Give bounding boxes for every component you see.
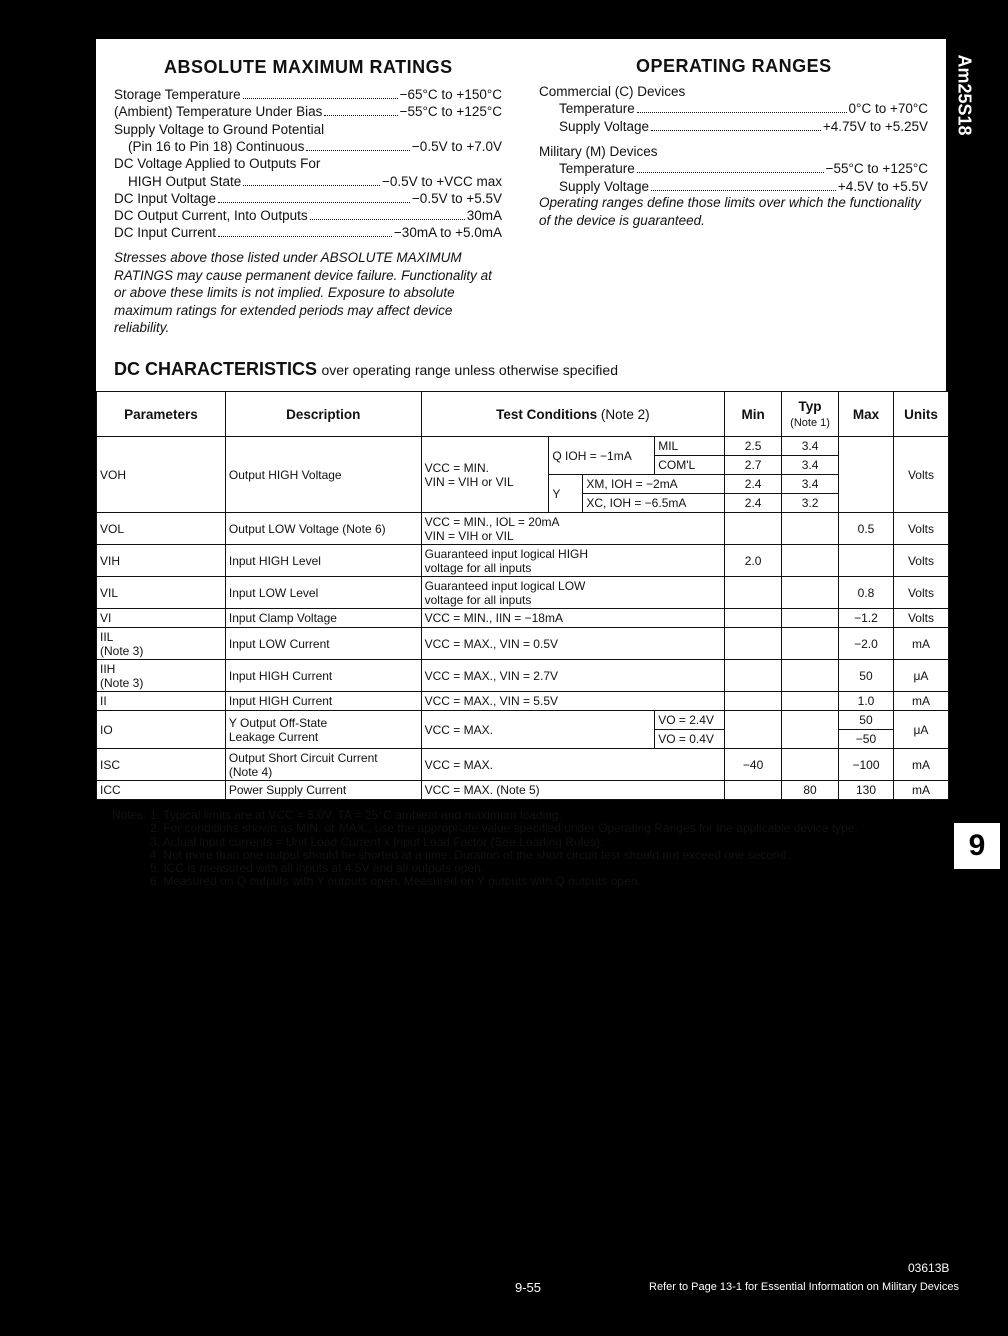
section-tab: 9 bbox=[954, 823, 1000, 869]
rating-line: (Ambient) Temperature Under Bias −55°C to +125°C bbox=[114, 104, 502, 120]
desc-cell: Input HIGH Level bbox=[225, 545, 421, 577]
range-line: Supply Voltage +4.5V to +5.5V bbox=[559, 178, 928, 194]
col-parameters: Parameters bbox=[97, 392, 226, 437]
footer-reference: Refer to Page 13-1 for Essential Information on Military Devices bbox=[649, 1281, 959, 1293]
typ-cell: 80 bbox=[782, 781, 839, 800]
col-description: Description bbox=[225, 392, 421, 437]
param-cell: IIL (Note 3) bbox=[97, 628, 226, 660]
col-test-conditions: Test Conditions (Note 2) bbox=[421, 392, 725, 437]
units-cell: Volts bbox=[893, 545, 948, 577]
table-row bbox=[97, 628, 949, 660]
cond-sub-cell: VO = 2.4V bbox=[655, 711, 725, 730]
range-line: Temperature 0°C to +70°C bbox=[559, 101, 928, 116]
col-min: Min bbox=[725, 392, 782, 437]
rating-line: DC Input Current −30mA to +5.0mA bbox=[114, 225, 502, 241]
units-cell: mA bbox=[893, 692, 948, 711]
table-row bbox=[97, 781, 949, 800]
note-item: 4. Not more than one output should be shorted at a time. Duration of the short circuit test should not exceed one second. bbox=[150, 847, 790, 862]
max-cell: −50 bbox=[839, 730, 894, 749]
desc-cell: Input HIGH Current bbox=[225, 692, 421, 711]
col-typ: Typ (Note 1) bbox=[782, 392, 839, 437]
desc-cell: Power Supply Current bbox=[225, 781, 421, 800]
rating-line: DC Input Voltage −0.5V to +5.5V bbox=[114, 190, 502, 206]
cond-cell: Guaranteed input logical HIGH voltage for all inputs bbox=[421, 545, 725, 577]
min-cell: 2.5 bbox=[725, 437, 782, 456]
table-row bbox=[97, 749, 949, 781]
min-cell: −40 bbox=[725, 749, 782, 781]
typ-cell bbox=[782, 577, 839, 609]
dc-characteristics-table bbox=[96, 391, 949, 800]
range-line: Supply Voltage +4.75V to +5.25V bbox=[559, 118, 928, 134]
rating-line: DC Voltage Applied to Outputs For bbox=[114, 156, 321, 172]
table-header-row bbox=[97, 392, 949, 437]
note-item: 2. For conditions shown as MIN. or MAX., use the appropriate value specified under Operating Ranges for the applicable device type. bbox=[150, 821, 858, 836]
min-cell: 2.0 bbox=[725, 545, 782, 577]
max-cell: 1.0 bbox=[839, 692, 894, 711]
cond-cell: VCC = MAX. (Note 5) bbox=[421, 781, 725, 800]
table-row bbox=[97, 660, 949, 692]
min-cell: 2.4 bbox=[725, 475, 782, 494]
units-cell: Volts bbox=[893, 437, 948, 513]
stress-note: Stresses above those listed under ABSOLUTE MAXIMUM RATINGS may cause permanent device failure. Functionality at or above these limits is not implied. Exposure to absolute maximum ratings for extended periods may affect device reliability. bbox=[114, 250, 492, 335]
typ-cell bbox=[782, 609, 839, 628]
typ-cell bbox=[782, 545, 839, 577]
cond-cell: VCC = MAX., VIN = 5.5V bbox=[421, 692, 725, 711]
cond-cell: VCC = MIN., IIN = −18mA bbox=[421, 609, 725, 628]
table-row bbox=[97, 711, 949, 730]
desc-cell: Input Clamp Voltage bbox=[225, 609, 421, 628]
units-cell: μA bbox=[893, 711, 948, 749]
units-cell: mA bbox=[893, 749, 948, 781]
col-max: Max bbox=[839, 392, 894, 437]
cond-sub-cell: VO = 0.4V bbox=[655, 730, 725, 749]
notes-list bbox=[150, 809, 858, 889]
typ-cell bbox=[782, 711, 839, 749]
datasheet-page bbox=[96, 39, 946, 889]
typ-cell: 3.4 bbox=[782, 475, 839, 494]
min-cell bbox=[725, 577, 782, 609]
notes-label: Notes: bbox=[112, 808, 147, 822]
units-cell: mA bbox=[893, 628, 948, 660]
cond-cell: VCC = MAX. bbox=[421, 749, 725, 781]
cond-sub-cell: COM'L bbox=[655, 456, 725, 475]
units-cell: mA bbox=[893, 781, 948, 800]
footer-code: 03613B bbox=[908, 1261, 950, 1275]
param-cell: VIL bbox=[97, 577, 226, 609]
note-item: 5. ICC is measured with all inputs at 4.5V and all outputs open. bbox=[150, 861, 485, 876]
table-row bbox=[97, 545, 949, 577]
min-cell bbox=[725, 692, 782, 711]
typ-cell bbox=[782, 628, 839, 660]
cond-sub-cell: XC, IOH = −6.5mA bbox=[583, 494, 725, 513]
cond-cell: VCC = MIN., IOL = 20mA VIN = VIH or VIL bbox=[421, 513, 725, 545]
op-ranges-title: OPERATING RANGES bbox=[636, 56, 832, 76]
units-cell: Volts bbox=[893, 609, 948, 628]
table-row bbox=[97, 513, 949, 545]
cond-cell: VCC = MAX. bbox=[421, 711, 655, 749]
note-item: 1. Typical limits are at VCC = 5.0V, TA = 25°C ambient and maximum loading. bbox=[150, 808, 562, 822]
note-item: 3. Actual input currents = Unit Load Current x Input Load Factor (See Loading Rules). bbox=[150, 834, 604, 849]
min-cell bbox=[725, 781, 782, 800]
desc-cell: Input LOW Current bbox=[225, 628, 421, 660]
min-cell bbox=[725, 628, 782, 660]
max-cell: 50 bbox=[839, 711, 894, 730]
param-cell: IO bbox=[97, 711, 226, 749]
desc-cell: Output Short Circuit Current (Note 4) bbox=[225, 749, 421, 781]
desc-cell: Input LOW Level bbox=[225, 577, 421, 609]
op-ranges-note: Operating ranges define those limits over which the functionality of the device is guaranteed. bbox=[539, 195, 921, 228]
param-cell: IIH (Note 3) bbox=[97, 660, 226, 692]
min-cell: 2.4 bbox=[725, 494, 782, 513]
military-heading: Military (M) Devices bbox=[539, 144, 658, 159]
typ-cell: 3.4 bbox=[782, 437, 839, 456]
rating-line: DC Output Current, Into Outputs 30mA bbox=[114, 208, 502, 224]
max-cell: 50 bbox=[839, 660, 894, 692]
desc-cell: Output HIGH Voltage bbox=[225, 437, 421, 513]
rating-line: Supply Voltage to Ground Potential bbox=[114, 121, 325, 137]
max-cell bbox=[839, 545, 894, 577]
cond-cell: VCC = MAX., VIN = 2.7V bbox=[421, 660, 725, 692]
max-cell: 0.8 bbox=[839, 577, 894, 609]
units-cell: Volts bbox=[893, 513, 948, 545]
abs-max-title: ABSOLUTE MAXIMUM RATINGS bbox=[164, 57, 453, 77]
desc-cell: Y Output Off-State Leakage Current bbox=[225, 711, 421, 749]
param-cell: ISC bbox=[97, 749, 226, 781]
param-cell: VIH bbox=[97, 545, 226, 577]
param-cell: II bbox=[97, 692, 226, 711]
typ-cell: 3.2 bbox=[782, 494, 839, 513]
rating-line: HIGH Output State −0.5V to +VCC max bbox=[128, 173, 502, 189]
typ-cell bbox=[782, 513, 839, 545]
max-cell: −2.0 bbox=[839, 628, 894, 660]
max-cell: 0.5 bbox=[839, 513, 894, 545]
commercial-heading: Commercial (C) Devices bbox=[539, 84, 686, 99]
min-cell bbox=[725, 660, 782, 692]
desc-cell: Output LOW Voltage (Note 6) bbox=[225, 513, 421, 545]
range-line: Temperature −55°C to +125°C bbox=[559, 161, 928, 176]
cond-sub-cell: Q IOH = −1mA bbox=[549, 437, 655, 475]
table-row bbox=[97, 692, 949, 711]
units-cell: Volts bbox=[893, 577, 948, 609]
max-cell bbox=[839, 437, 894, 513]
min-cell bbox=[725, 711, 782, 749]
typ-cell bbox=[782, 692, 839, 711]
typ-cell bbox=[782, 749, 839, 781]
min-cell: 2.7 bbox=[725, 456, 782, 475]
page-number: 9-55 bbox=[515, 1280, 542, 1295]
max-cell: −1.2 bbox=[839, 609, 894, 628]
typ-cell: 3.4 bbox=[782, 456, 839, 475]
rating-line: Storage Temperature −65°C to +150°C bbox=[114, 87, 502, 102]
table-row bbox=[97, 577, 949, 609]
min-cell bbox=[725, 513, 782, 545]
table-row bbox=[97, 609, 949, 628]
max-cell: −100 bbox=[839, 749, 894, 781]
side-label: Am25S18 bbox=[954, 54, 975, 136]
col-units: Units bbox=[893, 392, 948, 437]
desc-cell: Input HIGH Current bbox=[225, 660, 421, 692]
cond-sub-cell: Y bbox=[549, 475, 583, 513]
cond-cell: Guaranteed input logical LOW voltage for all inputs bbox=[421, 577, 725, 609]
cond-sub-cell: XM, IOH = −2mA bbox=[583, 475, 725, 494]
param-cell: VI bbox=[97, 609, 226, 628]
param-cell: VOL bbox=[97, 513, 226, 545]
note-item: 6. Measured on Q outputs with Y outputs open. Measured on Y outputs with Q outputs open. bbox=[150, 874, 641, 889]
param-cell: VOH bbox=[97, 437, 226, 513]
cond-cell: VCC = MAX., VIN = 0.5V bbox=[421, 628, 725, 660]
max-cell: 130 bbox=[839, 781, 894, 800]
param-cell: ICC bbox=[97, 781, 226, 800]
table-row bbox=[97, 437, 949, 456]
units-cell: μA bbox=[893, 660, 948, 692]
min-cell bbox=[725, 609, 782, 628]
cond-cell: VCC = MIN. VIN = VIH or VIL bbox=[421, 437, 549, 513]
dc-title: DC CHARACTERISTICS over operating range unless otherwise specified bbox=[114, 359, 618, 379]
cond-sub-cell: MIL bbox=[655, 437, 725, 456]
typ-cell bbox=[782, 660, 839, 692]
rating-line: (Pin 16 to Pin 18) Continuous −0.5V to +7.0V bbox=[128, 138, 502, 154]
